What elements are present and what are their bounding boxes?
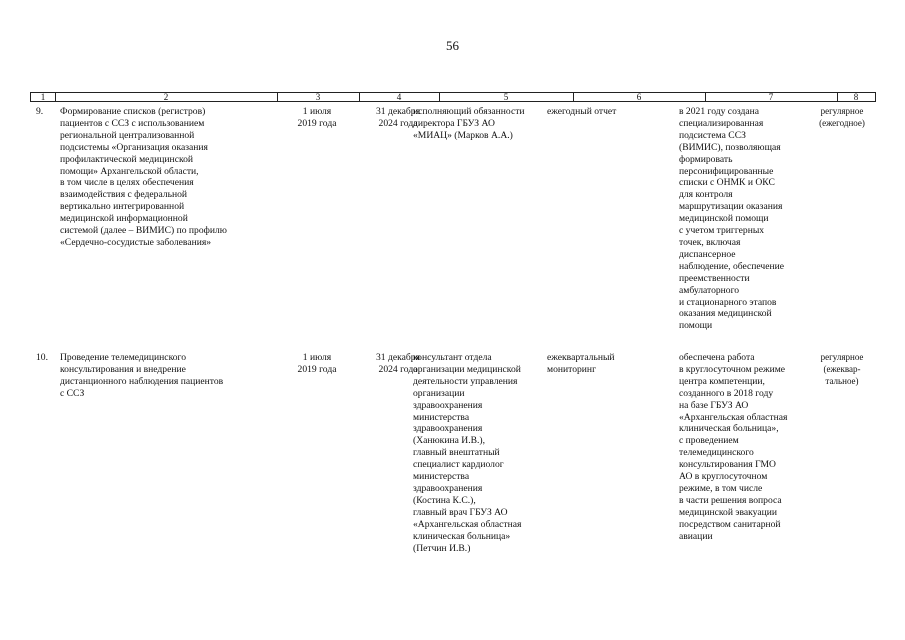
column-header-5: 5 [503,92,509,102]
table-header-row [30,92,876,102]
column-header-1: 1 [40,92,46,102]
column-header-8: 8 [853,92,859,102]
page-number: 56 [446,38,459,53]
responsible-person: консультант отдела организации медицинской деятельности управления организации здравоохранения министерства здравоохранения (Ханюкина И.В.), главный внештатный специалист кардиолог министерства здравоохранения (Костина К.С.), главный врач ГБУЗ АО «Архангельская областная клиническая больница» (Петчин И.В.) [413,352,522,554]
control-form: ежегодный отчет [547,106,617,117]
column-header-2: 2 [163,92,169,102]
end-date: 31 декабря 2024 года [376,106,420,129]
row-number: 10. [36,352,48,363]
column-header-6: 6 [636,92,642,102]
start-date: 1 июля 2019 года [297,106,337,129]
end-date: 31 декабря 2024 года [376,352,420,375]
column-header-7: 7 [768,92,774,102]
column-header-3: 3 [315,92,321,102]
control-form: ежеквартальный мониторинг [547,352,615,375]
responsible-person: исполняющий обязанности директора ГБУЗ АО «МИАЦ» (Марков А.А.) [413,106,525,141]
activity-description: Проведение телемедицинского консультирования и внедрение дистанционного наблюдения пациентов с ССЗ [60,352,224,399]
expected-result: обеспечена работа в круглосуточном режиме центра компетенции, созданного в 2018 году на базе ГБУЗ АО «Архангельская областная клиническая больница», с проведением телемедицинского консультирования ГМО АО в круглосуточном режиме, в том числе в части решения вопроса медицинской эвакуации посредством санитарной авиации [679,352,788,542]
start-date: 1 июля 2019 года [297,352,337,375]
row-number: 9. [36,106,44,117]
expected-result: в 2021 году создана специализированная подсистема ССЗ (ВИМИС), позволяющая формировать персонифицированные списки с ОНМК и ОКС для контроля маршрутизации оказания медицинской помощи с учетом триггерных точек, включая диспансерное наблюдение, обеспечение преемственности амбулаторного и стационарного этапов оказания медицинской помощи [679,106,785,332]
activity-description: Формирование списков (регистров) пациентов с ССЗ с использованием региональной централизованной подсистемы «Организация оказания профилактической медицинской помощи» Архангельской области, в том числе в целях обеспечения взаимодействия с федеральной вертикально интегрированной медицинской информационной системой (далее – ВИМИС) по профилю «Сердечно-сосудистые заболевания» [60,106,227,248]
column-header-4: 4 [396,92,402,102]
activity-type: регулярное (ежеквар- тальное) [820,352,864,386]
activity-type: регулярное (ежегодное) [819,106,865,128]
